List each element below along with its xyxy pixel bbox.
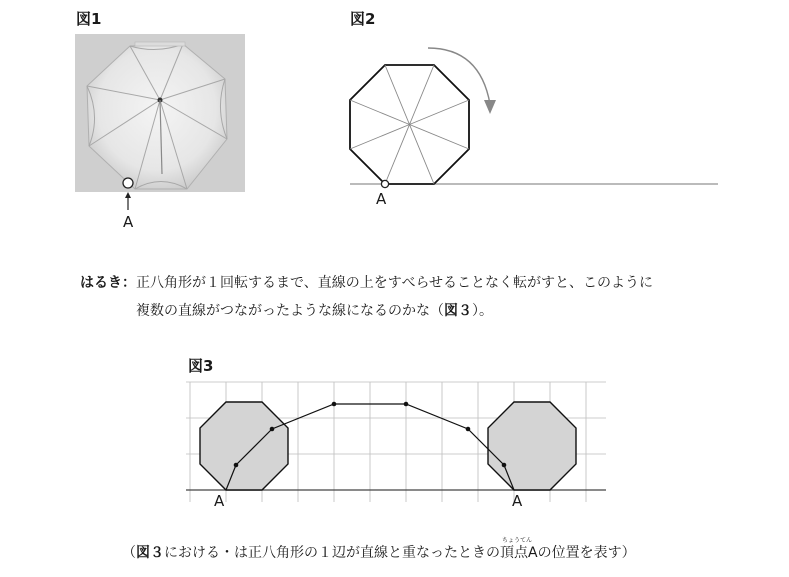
figure3-vertex-label-left: A	[214, 492, 225, 510]
caption-middle: における・は正八角形の１辺が直線と重なったときの	[164, 545, 500, 561]
octagon-start	[200, 402, 288, 490]
dialogue-line2	[136, 301, 493, 321]
caption-figure-ref: 図３	[136, 545, 164, 561]
figure3-diagram	[180, 378, 612, 513]
caption-ruby-word	[500, 537, 533, 562]
caption-word: 頂点	[500, 545, 528, 561]
figure1-vertex-label: A	[123, 213, 134, 231]
dialogue-text-2a: 複数の直線がつながったような線になるのかな（	[136, 303, 444, 319]
figure2-vertex-label: A	[376, 190, 387, 208]
vertex-dot	[332, 402, 337, 407]
dialogue-text-1: 正八角形が１回転するまで、直線の上をすべらせることなく転がすと、このように	[136, 275, 654, 291]
figure2-diagram	[340, 36, 725, 196]
dialogue-line1	[80, 273, 653, 293]
dialogue-figure-ref: 図３	[444, 303, 472, 319]
figure3-vertex-label-right: A	[512, 492, 523, 510]
figure1-label: 図1	[76, 10, 102, 28]
figure2-label: 図2	[350, 10, 376, 28]
vertex-dot	[234, 463, 239, 468]
octagon-end	[488, 402, 576, 490]
vertex-dot	[270, 427, 275, 432]
umbrella-image	[75, 34, 245, 192]
speaker-name: はるき：	[80, 275, 136, 291]
vertex-dot	[466, 427, 471, 432]
up-arrow-head-icon	[125, 192, 131, 198]
vertex-dot	[502, 463, 507, 468]
vertex-circle-icon	[123, 178, 133, 188]
vertex-a-circle-icon	[381, 180, 388, 187]
figure1-vertex-marker	[118, 176, 138, 212]
vertex-dot	[404, 402, 409, 407]
caption-after: Aの位置を表す）	[528, 545, 636, 561]
caption-open: （	[122, 545, 136, 561]
figure3-label: 図3	[188, 357, 214, 375]
dialogue-text-2b: ）。	[472, 303, 493, 319]
umbrella-photo	[75, 34, 245, 192]
rotation-arrowhead-icon	[484, 100, 496, 114]
figure3-caption	[122, 537, 636, 562]
caption-ruby: ちょうてん	[502, 537, 533, 544]
